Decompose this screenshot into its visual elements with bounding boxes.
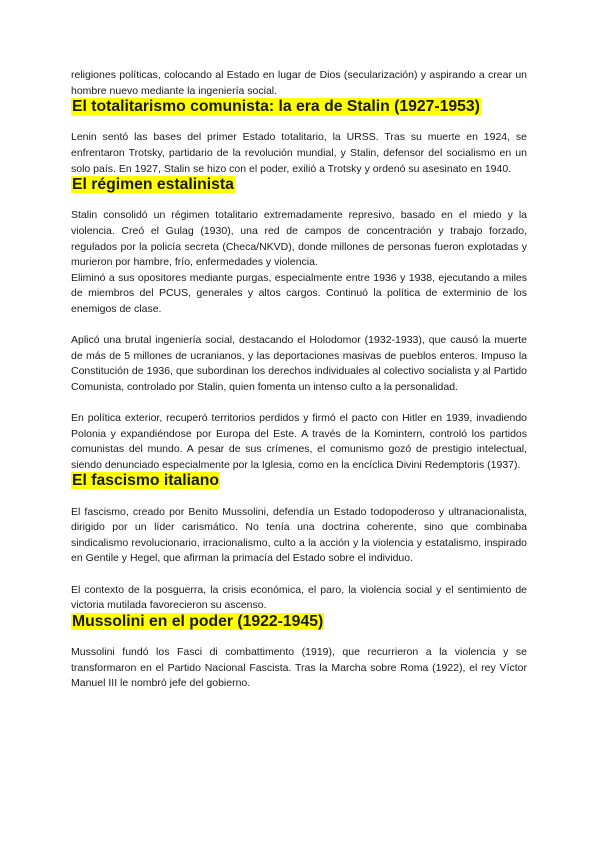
paragraph-social-engineering: Aplicó una brutal ingeniería social, destacando el Holodomor (1932-1933), que causó la muerte de más de 5 millones de ucranianos, y las deportaciones masivas de pueblos enteros. Impuso la Constitución de 1936, que subordinan los derechos individuales al colectivo socialista y al Partido Comunista, controlado por Stalin, quien fomenta un intenso culto a la personalidad. xyxy=(71,334,527,393)
heading-stalinist-regime xyxy=(71,177,527,193)
paragraph-intro-continuation: religiones políticas, colocando al Estado en lugar de Dios (secularización) y aspirando a crear un hombre nuevo mediante la ingeniería social. xyxy=(71,69,527,97)
heading-text: El régimen estalinista xyxy=(72,176,234,194)
heading-text: Mussolini en el poder (1922-1945) xyxy=(72,612,324,630)
heading-italian-fascism xyxy=(71,473,527,489)
paragraph-lenin-stalin: Lenin sentó las bases del primer Estado totalitario, la URSS. Tras su muerte en 1924, se enfrentaron Trotsky, partidario de la revolución mundial, y Stalin, defensor del socialismo en un solo país. En 1927, Stalin se hizo con el poder, exilió a Trotsky y ordenó su asesinato en 1940. xyxy=(71,131,527,175)
paragraph-fascism-definition: El fascismo, creado por Benito Mussolini, defendía un Estado todopoderoso y ultranacionalista, dirigido por un líder carismático. No tenía una doctrina coherente, sino que combinaba sindicalismo revolucionario, irracionalismo, culto a la acción y la violencia y estatalismo, inspirado en Gentile y Hegel, que afirman la primacía del Estado sobre el individuo. xyxy=(71,505,527,565)
paragraph-purges: Eliminó a sus opositores mediante purgas, especialmente entre 1936 y 1938, ejecutando a miles de miembros del PCUS, generales y altos cargos. Continuó la política de exterminio de los enemigos de clase. xyxy=(71,271,527,315)
document-page xyxy=(71,68,527,692)
paragraph-postwar-context: El contexto de la posguerra, la crisis económica, el paro, la violencia social y el sentimiento de victoria mutilada favorecieron su ascenso. xyxy=(71,583,527,612)
heading-mussolini-power xyxy=(71,614,527,630)
heading-text: El totalitarismo comunista: la era de Stalin (1927-1953) xyxy=(72,98,480,116)
paragraph-gulag: Stalin consolidó un régimen totalitario extremadamente represivo, basado en el miedo y la violencia. Creó el Gulag (1930), una red de campos de concentración y trabajo forzado, regulados por la policía secreta (Checa/NKVD), donde millones de personas fueron explotadas y murieron por hambre, frío, enfermedades y violencia. xyxy=(71,209,527,269)
paragraph-foreign-policy: En política exterior, recuperó territorios perdidos y firmó el pacto con Hitler en 1939, invadiendo Polonia y expandiéndose por Europa del Este. A través de la Komintern, controló los partidos comunistas del mundo. A pesar de sus crímenes, el comunismo gozó de prestigio intelectual, siendo denunciado especialmente por la Iglesia, como en la encíclica Divini Redemptoris (1937). xyxy=(71,412,527,471)
heading-stalin-era xyxy=(71,99,527,115)
heading-text: El fascismo italiano xyxy=(72,472,220,490)
paragraph-fasci-combattimento: Mussolini fundó los Fasci di combattimento (1919), que recurrieron a la violencia y se transformaron en el Partido Nacional Fascista. Tras la Marcha sobre Roma (1922), el rey Víctor Manuel III le nombró jefe del gobierno. xyxy=(71,645,527,690)
